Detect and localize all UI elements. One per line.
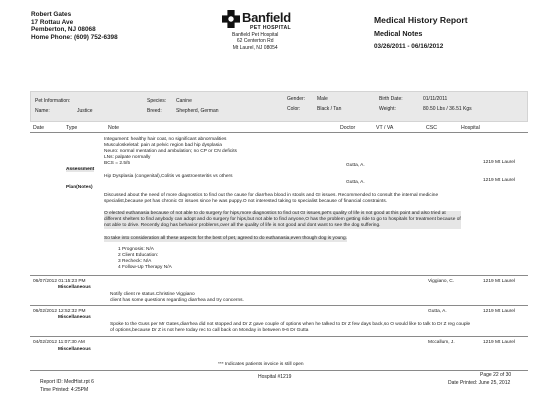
plan-line: specialist,because pet has chronic GI issues since he was puppy.O not interested taking to specialist because of financial constraints.	[104, 199, 388, 204]
weight-value: 80.50 Lbs / 36.51 Kgs	[423, 106, 472, 112]
exam-line: LNs: palpate normally	[104, 155, 151, 160]
weight-label: Weight:	[379, 106, 396, 112]
entry3-hospital: 1219 Mt Laurel	[483, 309, 515, 314]
column-note: Note	[108, 125, 119, 131]
breed-value: Shepherd, German	[176, 108, 219, 114]
hospital-city: Mt Laurel, NJ 08054	[232, 44, 278, 51]
logo-subtitle: PET HOSPITAL	[250, 25, 291, 31]
entry-divider	[30, 336, 528, 337]
plan-label: Plan(Notes)	[66, 185, 93, 190]
birth-date-label: Birth Date:	[379, 96, 403, 102]
plan-line: O elected euthanasia because of not able to do surgery for hips,more diagnostics to find out GI issues,pet's quality of life is not good at this point and also tried at	[104, 211, 446, 216]
note-line: Spoke to the Guss per Mr Gates,diarrhea did not stopped and Dr Z gave couple of options when he talked to Dr Z few days back,so O would like to talk to Dr Z reg couple	[110, 322, 471, 327]
plan-paragraph-2	[104, 211, 461, 229]
exam-line: Musculoskeletal: pain at pelvic region bad hip dysplasia	[104, 143, 222, 148]
open-invoice-note: *** Indicates patients invoice is still open	[218, 362, 304, 367]
owner-address-line-1: 17 Rottau Ave	[31, 18, 74, 26]
color-label: Color:	[287, 106, 301, 112]
entry2-date: 06/07/2012 01:15:23 PM	[33, 279, 86, 284]
footer-rule	[30, 370, 528, 371]
report-title: Medical History Report	[374, 15, 468, 25]
report-id: Report ID: MedHist.rpt 6	[40, 379, 94, 385]
column-doctor: Doctor	[340, 125, 356, 131]
color-value: Black / Tan	[317, 106, 342, 112]
exam-notes	[104, 137, 237, 167]
entry3-date: 06/02/2012 12:52:32 PM	[33, 309, 86, 314]
entry2-type: Miscellaneous	[58, 285, 91, 290]
entry4-type: Miscellaneous	[58, 347, 91, 352]
pet-name: Justice	[77, 108, 93, 114]
followup-item: 4 Follow-Up Therapy N/A	[118, 265, 172, 270]
plan-line: Discussed about the need of more diagnostics to find out the cause for diarrhea blood in stools and GI issues. Recommended to consult the internal medicine	[104, 193, 439, 198]
owner-address-line-2: Pemberton, NJ 08068	[31, 26, 96, 34]
assessment-text: Hip Dysplasia (congenital),Colitis vs gastroenteritis vs others	[104, 174, 233, 179]
page-number: Page 22 of 30	[480, 372, 512, 378]
note-line: of options,because Dr Z is not here today rec to call back on Monday in between 9-6 Dr Gutta	[110, 328, 309, 333]
followup-item: 3 Recheck: N/A	[118, 259, 152, 264]
note-line: Notify client re status.Christine Viggiano	[110, 292, 195, 297]
exam-line: Integument: healthy hair coat, no significant abnormalities	[104, 137, 227, 142]
column-date: Date	[33, 125, 44, 131]
banfield-cross-icon	[222, 10, 240, 28]
pet-name-label: Name:	[35, 108, 50, 114]
time-printed: Time Printed: 4:25PM	[40, 387, 89, 393]
entry3-note	[110, 322, 470, 334]
birth-date-value: 01/11/2011	[423, 96, 448, 102]
entry2-note	[110, 292, 244, 304]
species-label: Species:	[147, 98, 167, 104]
footer-hospital: Hospital #1219	[258, 374, 292, 380]
column-type: Type	[66, 125, 78, 131]
gender-value: Male	[317, 96, 328, 102]
plan-paragraph-1	[104, 193, 438, 205]
entry1-hospital-2: 1219 Mt Laurel	[483, 178, 515, 183]
entry4-hospital: 1219 Mt Laurel	[483, 340, 515, 345]
pet-info-box	[30, 91, 528, 122]
plan-line: not able to drive. Recently dog has behavior problems,over all the quality of life is not good and dont want to see the dog suffering.	[104, 223, 381, 228]
species-value: Canine	[176, 98, 192, 104]
report-header	[374, 14, 468, 53]
entry4-doctor: Mccallum, J.	[428, 340, 455, 345]
column-csc: CSC	[426, 125, 437, 131]
owner-name: Robert Gates	[31, 11, 72, 18]
followup-list	[118, 247, 172, 271]
report-subtitle: Medical Notes	[374, 29, 423, 38]
assessment-label: Assessment	[66, 167, 95, 172]
hospital-address	[232, 32, 278, 51]
exam-line: Neuro: normal mentation and ambulation; no CP or CN deficits	[104, 149, 237, 154]
logo-brand: Banfield	[242, 10, 291, 25]
report-date-range: 03/26/2011 - 06/16/2012	[374, 43, 444, 50]
note-line: client has some questions regarding diarrhea and try concerns.	[110, 298, 244, 303]
owner-phone: Home Phone: (609) 752-6398	[31, 33, 118, 41]
entry1-hospital-1: 1219 Mt Laurel	[483, 160, 515, 165]
pet-info-label: Pet Information:	[35, 98, 71, 104]
entry2-hospital: 1219 Mt Laurel	[483, 279, 515, 284]
entry1-doctor-1: Gutta, A.	[346, 163, 365, 168]
entry-divider	[30, 305, 528, 306]
gender-label: Gender:	[287, 96, 306, 102]
hospital-name: Banfield Pet Hospital	[232, 32, 279, 38]
owner-block	[31, 11, 118, 41]
breed-label: Breed:	[147, 108, 162, 114]
entry4-date: 04/02/2012 11:07:30 AM	[33, 340, 85, 345]
column-hospital: Hospital	[461, 125, 480, 131]
plan-line: different shelters to find anybody can adopt and do surgery for hips,but not able to find anyone,O has the problem getting ride to go to hospitals for treatment because of	[104, 217, 461, 222]
hospital-street: 62 Centerton Rd	[236, 38, 274, 45]
entry1-doctor-2: Gutta, A.	[346, 180, 365, 185]
entry2-doctor: Viggiano, C.	[428, 279, 455, 284]
plan-paragraph-3: So take into consideration all these aspects for the best of pet, agreed to do euthanasia,even though dog is young.	[104, 236, 347, 241]
entry3-type: Miscellaneous	[58, 315, 91, 320]
date-printed: Date Printed: June 25, 2012	[448, 380, 511, 386]
followup-item: 2 Client Education:	[118, 253, 159, 258]
entry-divider	[30, 275, 528, 276]
header-rule	[30, 132, 528, 133]
column-vt-va: VT / VA	[376, 125, 394, 131]
followup-item: 1 Prognosis: N/A	[118, 247, 154, 252]
entry3-doctor: Gutta, A.	[428, 309, 447, 314]
exam-line: BCS = 2.5/5	[104, 161, 130, 166]
